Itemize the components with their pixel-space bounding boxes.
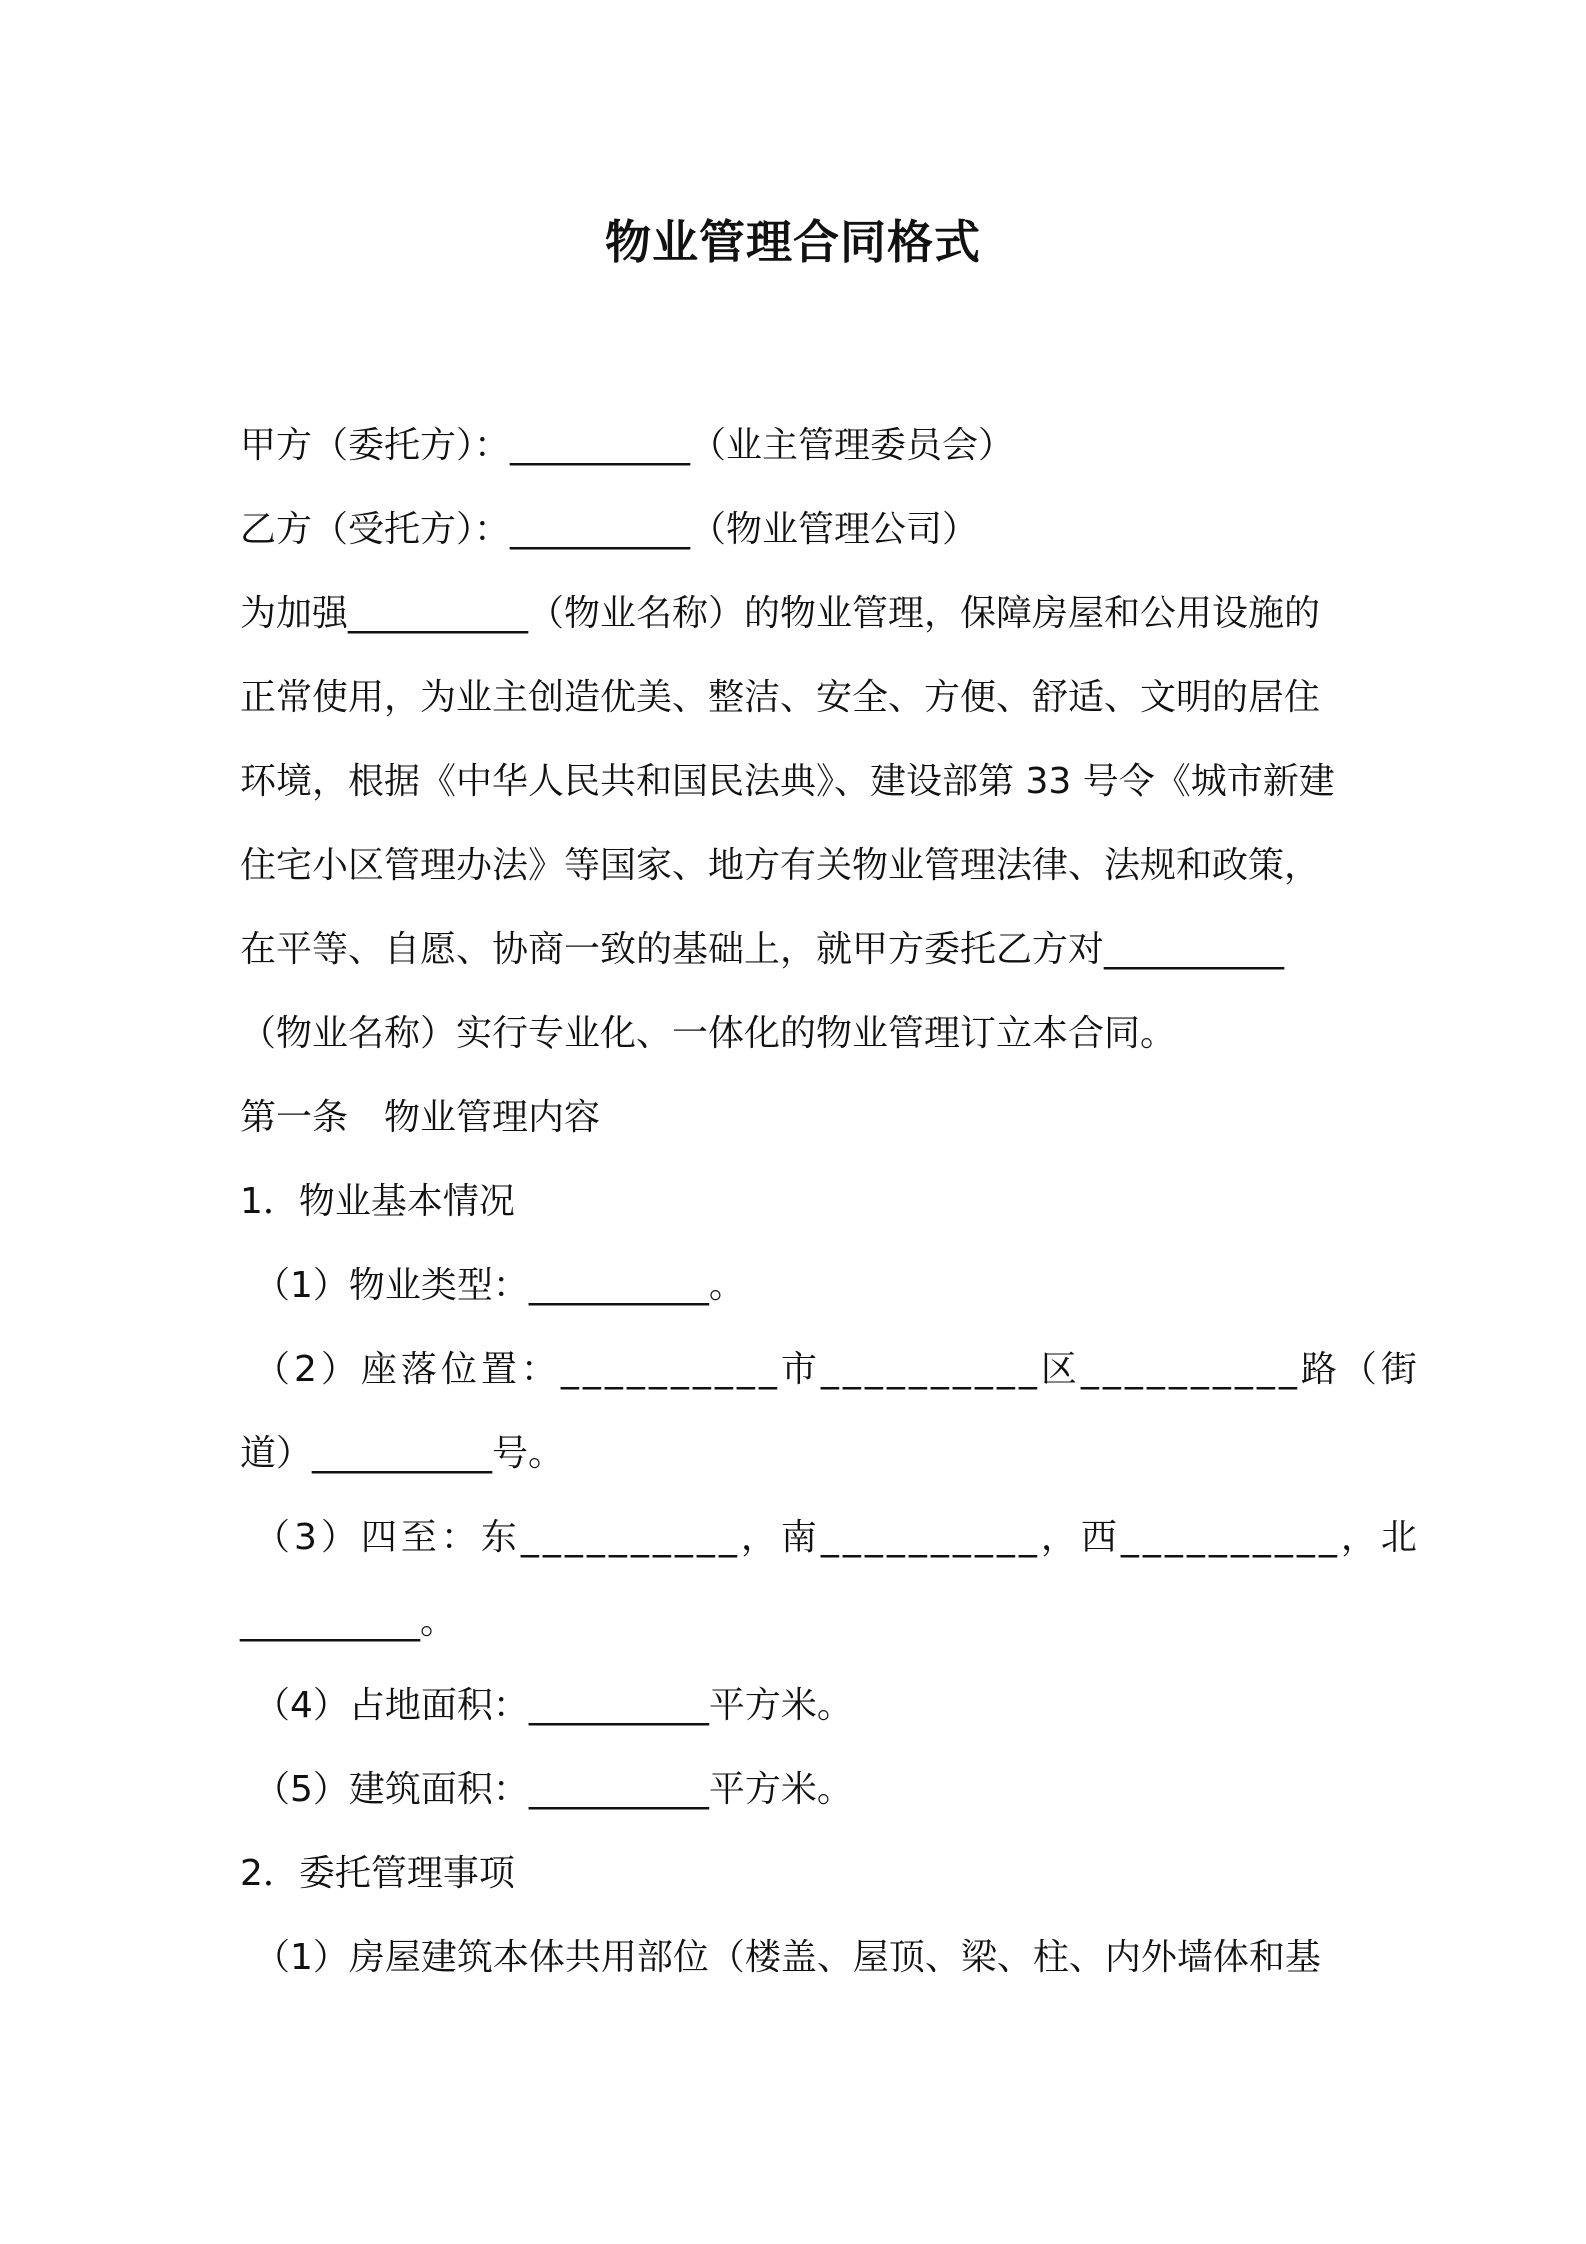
preamble-line: 环境，根据《中华人民共和国民法典》、建设部第 33 号令《城市新建 xyxy=(240,761,1335,802)
party-b-line: 乙方（受托方）：__________（物业管理公司） xyxy=(240,509,979,550)
location-line: （2）座落位置：__________市__________区__________路（街 xyxy=(254,1349,1421,1390)
document-title: 物业管理合同格式 xyxy=(605,215,981,269)
preamble-line: （物业名称）实行专业化、一体化的物业管理订立本合同。 xyxy=(240,1013,1177,1054)
document-body xyxy=(240,404,1421,2000)
boundaries-line-continued: __________。 xyxy=(240,1601,457,1642)
property-type-line: （1）物业类型：__________。 xyxy=(254,1265,745,1306)
section-heading: 1．物业基本情况 xyxy=(240,1181,515,1222)
article-heading: 第一条 物业管理内容 xyxy=(240,1097,601,1138)
preamble-line: 住宅小区管理办法》等国家、地方有关物业管理法律、法规和政策， xyxy=(240,845,1321,886)
preamble-line: 在平等、自愿、协商一致的基础上，就甲方委托乙方对__________ xyxy=(240,929,1285,970)
preamble-line: 为加强__________（物业名称）的物业管理，保障房屋和公用设施的 xyxy=(240,593,1321,634)
building-area-line: （5）建筑面积：__________平方米。 xyxy=(254,1769,853,1810)
preamble-line: 正常使用，为业主创造优美、整洁、安全、方便、舒适、文明的居住 xyxy=(240,677,1321,718)
boundaries-line: （3）四至：东__________，南__________，西__________，北 xyxy=(254,1517,1421,1558)
party-a-line: 甲方（委托方）：__________（业主管理委员会） xyxy=(240,425,1015,466)
section-heading: 2．委托管理事项 xyxy=(240,1853,515,1894)
preamble-paragraph xyxy=(240,572,1352,1076)
managed-item-line: （1）房屋建筑本体共用部位（楼盖、屋顶、梁、柱、内外墙体和基 xyxy=(254,1937,1321,1978)
land-area-line: （4）占地面积：__________平方米。 xyxy=(254,1685,853,1726)
location-line-continued: 道）__________号。 xyxy=(240,1433,565,1474)
